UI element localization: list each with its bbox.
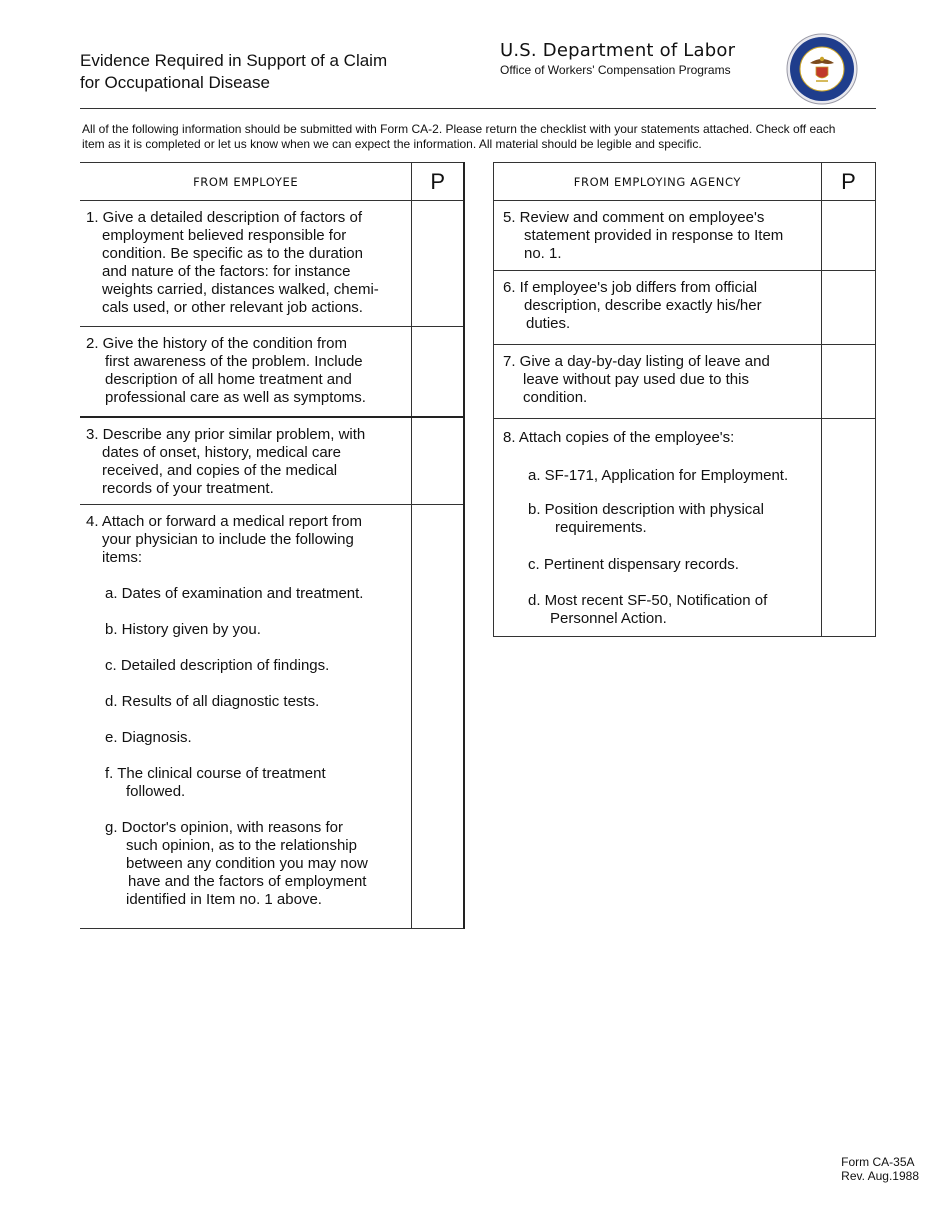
employee-check-header: P [412,163,464,201]
item-4d: d. Results of all diagnostic tests. [105,693,320,710]
department-of-labor-seal-icon [786,33,858,105]
form-number-label: Form CA-35A [841,1155,915,1169]
item-3-text: 3. Describe any prior similar problem, with dates of onset, history, medical care received, and copies of the medical records of your treatment. [80,417,412,505]
item-5-checkbox[interactable] [821,201,875,271]
item-4f: f. The clinical course of treatment [105,765,326,782]
form-title [80,50,440,94]
item-7-text: 7. Give a day-by-day listing of leave and leave without pay used due to this condition. [494,345,822,419]
checklist-row-4 [80,505,464,929]
form-number [841,1155,919,1183]
item-8-checkbox[interactable] [821,419,875,637]
agency-checklist [493,162,876,637]
checklist-row-8 [494,419,876,637]
item-4g: g. Doctor's opinion, with reasons for [105,819,343,836]
item-4a: a. Dates of examination and treatment. [105,585,364,602]
agency-header-label: FROM EMPLOYING AGENCY [494,163,822,201]
item-2-checkbox[interactable] [412,327,464,417]
agency-check-header: P [821,163,875,201]
form-title-line2: for Occupational Disease [80,73,270,92]
instructions [82,122,882,152]
checklist-row-6 [494,271,876,345]
item-8b: b. Position description with physical [528,501,764,518]
item-8d: d. Most recent SF-50, Notification of [528,592,768,609]
form-revision: Rev. Aug.1988 [841,1169,919,1183]
item-4e: e. Diagnosis. [105,729,192,746]
item-4-text: 4. Attach or forward a medical report from your physician to include the following items: a. Dates of examination and treatment. b. History given by you. c. Detailed description of findings. d. Results of all diagnostic tests. e. Diagnosis. f. The clinical course of treatment followed. g. Doctor's opinion, with reasons for such opinion, as to the relationship between any condition you may now have and the factors of employment identified in Item no. 1 above. [80,505,412,929]
checklist-row-3 [80,417,464,505]
office-name: Office of Workers' Compensation Programs [500,63,731,77]
item-4-checkbox[interactable] [412,505,464,929]
employee-checklist-header [80,163,464,201]
item-4c: c. Detailed description of findings. [105,657,330,674]
department-name: U.S. Department of Labor [500,40,736,61]
agency-checklist-header [494,163,876,201]
checklist-row-1 [80,201,464,327]
item-1-text: 1. Give a detailed description of factors of employment believed responsible for condition. Be specific as to the duration and nature of the factors: for instance weights carried, distances walked, chemi- cals used, or other relevant job actions. [80,201,412,327]
employee-header-label: FROM EMPLOYEE [80,163,412,201]
instructions-line2: item as it is completed or let us know when we can expect the information. All material should be legible and specific. [82,137,702,151]
item-7-checkbox[interactable] [821,345,875,419]
item-8c: c. Pertinent dispensary records. [528,556,739,573]
item-2-text: 2. Give the history of the condition from first awareness of the problem. Include description of all home treatment and professional care as well as symptoms. [80,327,412,417]
item-8a: a. SF-171, Application for Employment. [528,467,789,484]
item-4b: b. History given by you. [105,621,261,638]
header-divider [80,108,876,109]
employee-checklist [80,162,465,929]
checklist-row-5 [494,201,876,271]
checklist-row-7 [494,345,876,419]
checklist-row-2 [80,327,464,417]
item-5-text: 5. Review and comment on employee's statement provided in response to Item no. 1. [494,201,822,271]
item-6-checkbox[interactable] [821,271,875,345]
item-1-checkbox[interactable] [412,201,464,327]
item-6-text: 6. If employee's job differs from official description, describe exactly his/her duties. [494,271,822,345]
item-8-text: 8. Attach copies of the employee's: a. SF-171, Application for Employment. b. Position description with physical requirements. c. Pertinent dispensary records. d. Most recent SF-50, Notification of Personnel Action. [494,419,822,637]
item-3-checkbox[interactable] [412,417,464,505]
form-title-line1: Evidence Required in Support of a Claim [80,51,388,70]
instructions-line1: All of the following information should be submitted with Form CA-2. Please return the checklist with your statements attached. Check off each [82,122,836,136]
